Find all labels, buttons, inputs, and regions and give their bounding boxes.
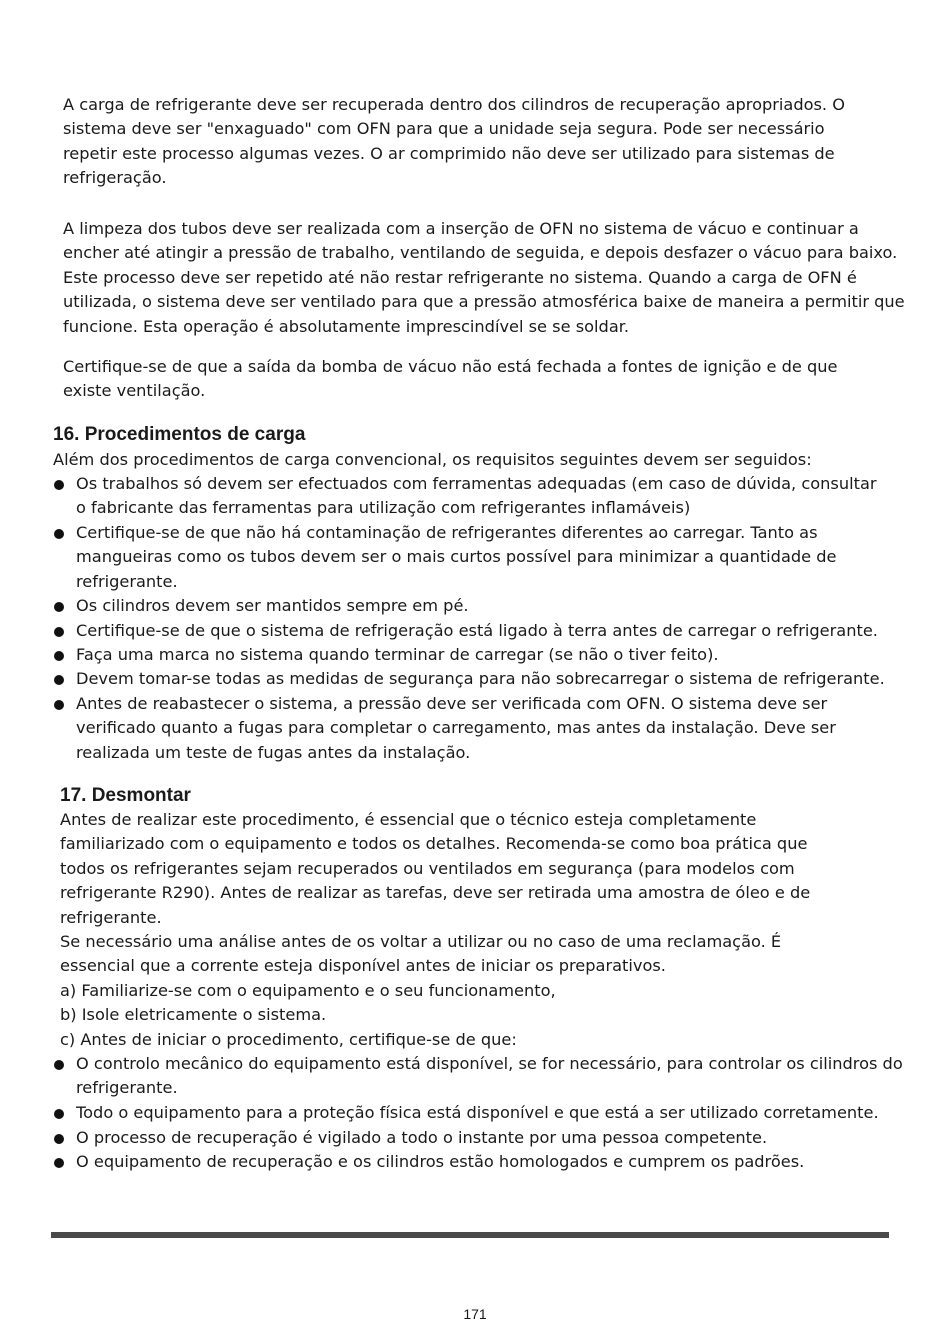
list-item-text: O processo de recuperação é vigilado a todo o instante por uma pessoa competente. <box>76 1128 768 1147</box>
list-item-text: Certifique-se de que o sistema de refrigeração está ligado à terra antes de carregar o refrigerante. <box>76 621 878 640</box>
section-17-title: 17. Desmontar <box>60 785 191 806</box>
bullet-icon <box>54 480 64 490</box>
bullet-icon <box>54 675 64 685</box>
list-item-text: Antes de reabastecer o sistema, a pressão deve ser verificada com OFN. O sistema deve ser verificado quanto a fugas para completar o carregamento, mas antes da instalação. Deve ser realizada um teste de fugas antes da instalação. <box>76 694 836 762</box>
bullet-icon <box>54 1134 64 1144</box>
section-16-intro: Além dos procedimentos de carga convencional, os requisitos seguintes devem ser seguidos: <box>53 450 812 469</box>
paragraph-pipe-cleaning: A limpeza dos tubos deve ser realizada com a inserção de OFN no sistema de vácuo e continuar a encher até atingir a pressão de trabalho, ventilando de seguida, e depois desfazer o vácuo para baixo. Este processo deve ser repetido até não restar refrigerante no sistema. Quando a carga de OFN é utilizada, o sistema deve ser ventilado para que a pressão atmosférica baixe de maneira a permitir que funcione. Esta operação é absolutamente imprescindível se se soldar. <box>63 219 905 336</box>
bullet-icon <box>54 1060 64 1070</box>
list-item-text: Devem tomar-se todas as medidas de segurança para não sobrecarregar o sistema de refrigerante. <box>76 669 885 688</box>
list-item-text: Os trabalhos só devem ser efectuados com ferramentas adequadas (em caso de dúvida, consultar o fabricante das ferramentas para utilização com refrigerantes inflamáveis) <box>76 474 877 518</box>
paragraph-vacuum-pump: Certifique-se de que a saída da bomba de vácuo não está fechada a fontes de ignição e de que existe ventilação. <box>63 357 838 401</box>
bullet-icon <box>54 529 64 539</box>
page-number: 171 <box>463 1306 487 1322</box>
list-item-text: Faça uma marca no sistema quando terminar de carregar (se não o tiver feito). <box>76 645 719 664</box>
bullet-icon <box>54 700 64 710</box>
list-item-text: O equipamento de recuperação e os cilindros estão homologados e cumprem os padrões. <box>76 1152 805 1171</box>
paragraph-recovery: A carga de refrigerante deve ser recuperada dentro dos cilindros de recuperação apropriados. O sistema deve ser "enxaguado" com OFN para que a unidade seja segura. Pode ser necessário repetir este processo algumas vezes. O ar comprimido não deve ser utilizado para sistemas de refrigeração. <box>63 95 845 188</box>
list-item-text: Certifique-se de que não há contaminação de refrigerantes diferentes ao carregar. Tanto as mangueiras como os tubos devem ser o mais curtos possível para minimizar a quantidade de refrigerante. <box>76 523 837 591</box>
bullet-icon <box>54 651 64 661</box>
bullet-icon <box>54 627 64 637</box>
bullet-icon <box>54 602 64 612</box>
list-item-text: O controlo mecânico do equipamento está disponível, se for necessário, para controlar os cilindros do refrigerante. <box>76 1054 903 1098</box>
bullet-icon <box>54 1158 64 1168</box>
section-16-title: 16. Procedimentos de carga <box>53 424 306 445</box>
bullet-icon <box>54 1109 64 1119</box>
footer-divider <box>51 1232 889 1238</box>
section-17-body: Antes de realizar este procedimento, é essencial que o técnico esteja completamente familiarizado com o equipamento e todos os detalhes. Recomenda-se como boa prática que todos os refrigerantes sejam recuperados ou ventilados em segurança (para modelos com refrigerante R290). Antes de realizar as tarefas, deve ser retirada uma amostra de óleo e de refrigerante. Se necessário uma análise antes de os voltar a utilizar ou no caso de uma reclamação. É essencial que a corrente esteja disponível antes de iniciar os preparativos. a) Familiarize-se com o equipamento e o seu funcionamento, b) Isole eletricamente o sistema. c) Antes de iniciar o procedimento, certifique-se de que: <box>60 810 811 1049</box>
list-item-text: Todo o equipamento para a proteção física está disponível e que está a ser utilizado corretamente. <box>76 1103 879 1122</box>
list-item-text: Os cilindros devem ser mantidos sempre em pé. <box>76 596 469 615</box>
